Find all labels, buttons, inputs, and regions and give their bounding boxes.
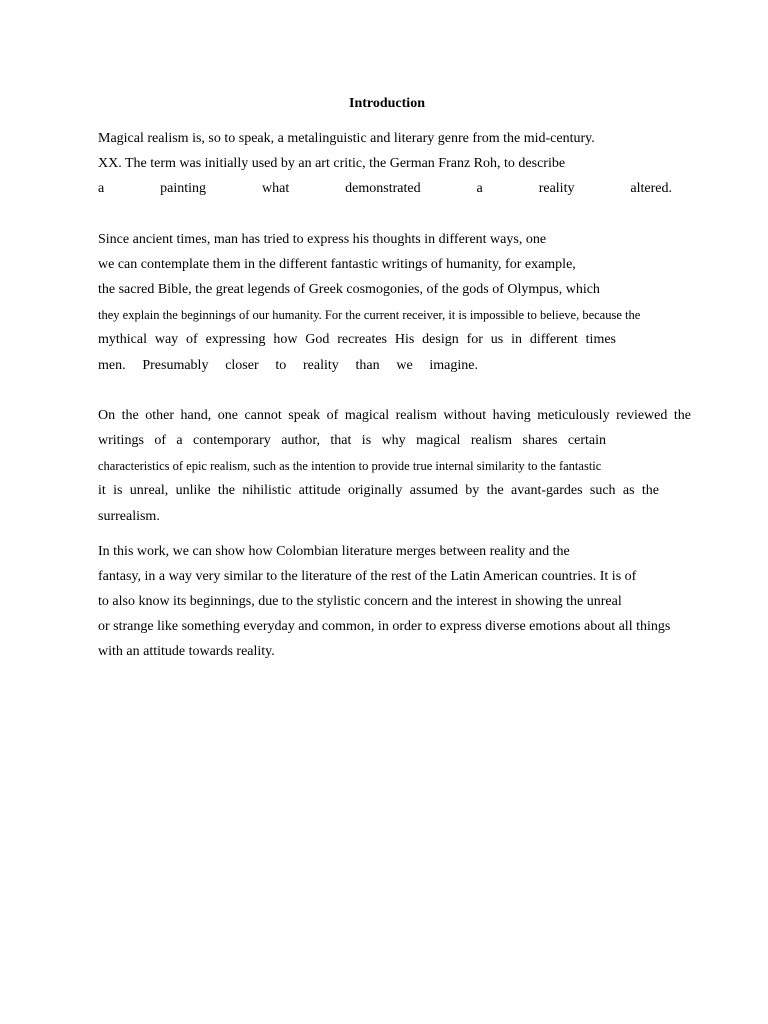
paragraph-2-line-2: we can contemplate them in the different fantastic writings of humanity, for example, [98,257,576,272]
paragraph-4-line-1: In this work, we can show how Colombian literature merges between reality and the [98,544,570,559]
paragraph-2-line-5: mythical way of expressing how God recreates His design for us in different times [98,332,616,347]
paragraph-2-line-4: they explain the beginnings of our humanity. For the current receiver, it is impossible to believe, because the [98,308,641,322]
paragraph-2-line-3: the sacred Bible, the great legends of Greek cosmogonies, of the gods of Olympus, which [98,282,600,297]
paragraph-1-line-3: a painting what demonstrated a reality altered. [98,181,672,196]
paragraph-3-line-3: characteristics of epic realism, such as the intention to provide true internal similarity to the fantastic [98,459,602,473]
paragraph-3-line-5: surrealism. [98,509,160,524]
paragraph-2-line-6: men. Presumably closer to reality than we imagine. [98,358,478,373]
paragraph-4-line-5: with an attitude towards reality. [98,644,275,659]
page-title: Introduction [349,96,425,111]
paragraph-4-line-4: or strange like something everyday and common, in order to express diverse emotions about all things [98,619,671,634]
paragraph-1-line-1: Magical realism is, so to speak, a metalinguistic and literary genre from the mid-century. [98,131,595,146]
paragraph-3-line-2: writings of a contemporary author, that is why magical realism shares certain [98,433,606,448]
paragraph-2-line-1: Since ancient times, man has tried to express his thoughts in different ways, one [98,232,547,247]
paragraph-4-line-2: fantasy, in a way very similar to the literature of the rest of the Latin American countries. It is of [98,569,637,584]
paragraph-3-line-1: On the other hand, one cannot speak of magical realism without having meticulously reviewed the [98,408,691,423]
paragraph-4-line-3: to also know its beginnings, due to the stylistic concern and the interest in showing the unreal [98,594,622,609]
paragraph-3-line-4: it is unreal, unlike the nihilistic attitude originally assumed by the avant-gardes such as the [98,483,659,498]
paragraph-1-line-2: XX. The term was initially used by an art critic, the German Franz Roh, to describe [98,156,566,171]
